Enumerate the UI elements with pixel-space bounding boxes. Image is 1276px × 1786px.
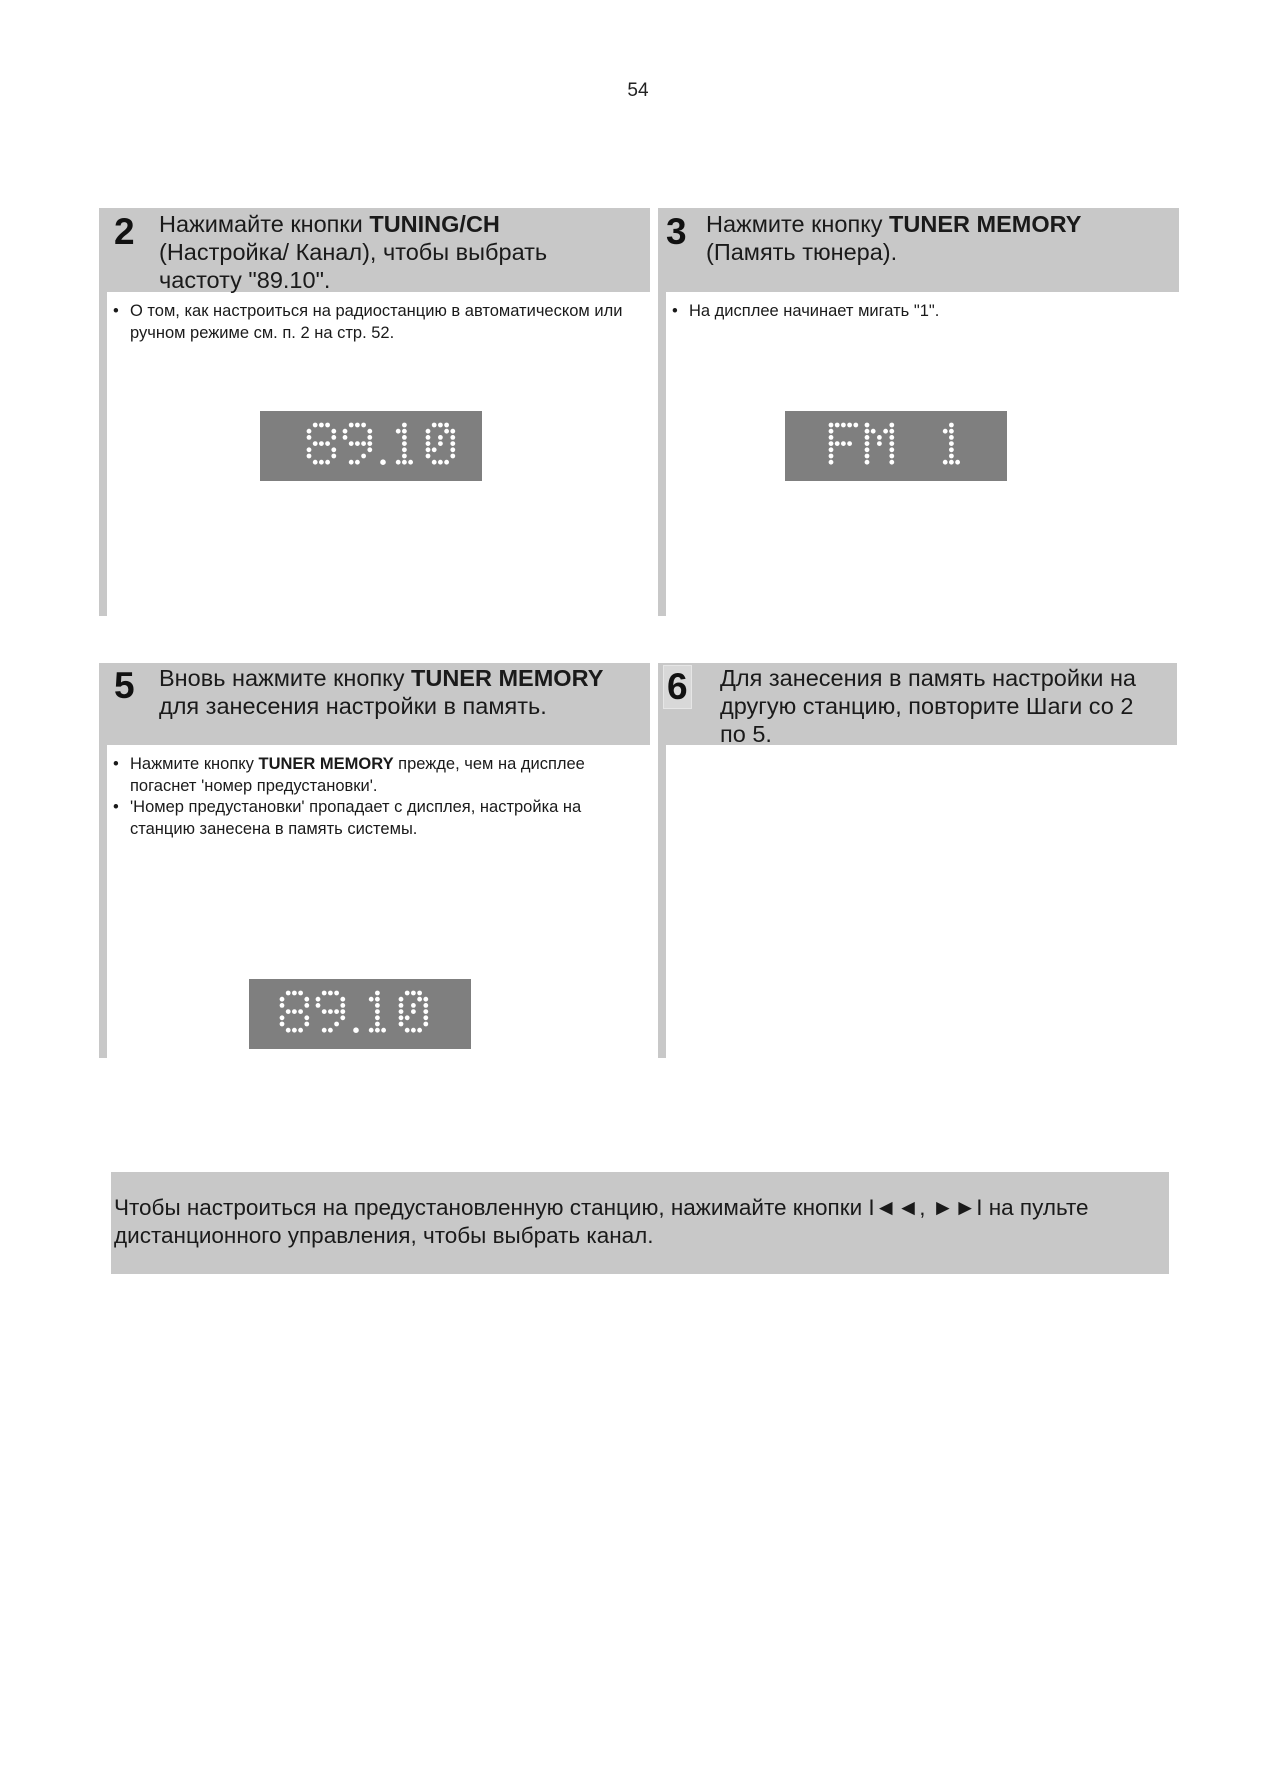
lcd-dot xyxy=(361,423,366,428)
lcd-dot xyxy=(949,460,954,465)
lcd-dot xyxy=(396,460,401,465)
lcd-dot xyxy=(402,460,407,465)
lcd-dot xyxy=(319,460,324,465)
lcd-dot xyxy=(841,441,846,446)
lcd-dot xyxy=(307,435,312,440)
panel-left-bar xyxy=(99,745,107,1058)
lcd-dots xyxy=(249,979,471,1049)
lcd-dot xyxy=(340,997,345,1002)
step-number: 2 xyxy=(114,211,135,252)
panel-left-bar xyxy=(658,745,666,1058)
lcd-dot xyxy=(361,441,366,446)
text-run: Нажимайте кнопки xyxy=(159,211,370,237)
lcd-dot xyxy=(355,423,360,428)
panel-left-bar xyxy=(658,292,666,616)
lcd-dot xyxy=(417,991,422,996)
lcd-dot xyxy=(319,441,324,446)
lcd-dot xyxy=(280,1015,285,1020)
lcd-dot xyxy=(399,1015,404,1020)
lcd-dot xyxy=(331,435,336,440)
lcd-dot xyxy=(835,441,840,446)
lcd-dot xyxy=(286,1028,291,1033)
lcd-dot xyxy=(325,460,330,465)
lcd-dot xyxy=(367,447,372,452)
lcd-dot xyxy=(423,1015,428,1020)
panel-left-bar xyxy=(99,292,107,616)
lcd-dot xyxy=(949,423,954,428)
bold-run: TUNER MEMORY xyxy=(411,665,604,691)
step-5-panel xyxy=(99,663,650,1058)
lcd-dot xyxy=(865,454,870,459)
lcd-dot xyxy=(375,1003,380,1008)
lcd-dot xyxy=(829,447,834,452)
lcd-dot xyxy=(399,1009,404,1014)
lcd-dot xyxy=(835,423,840,428)
lcd-dot xyxy=(369,997,374,1002)
lcd-dot xyxy=(889,441,894,446)
text-run: (Память тюнера). xyxy=(706,239,898,265)
lcd-dot xyxy=(298,1028,303,1033)
lcd-dot xyxy=(405,1028,410,1033)
step-3-panel xyxy=(658,208,1179,616)
lcd-dot xyxy=(432,423,437,428)
lcd-dot xyxy=(349,460,354,465)
text-run: Нажмите кнопку xyxy=(130,755,259,773)
lcd-dot xyxy=(402,454,407,459)
step-title xyxy=(159,664,639,720)
lcd-dot xyxy=(949,454,954,459)
lcd-dot xyxy=(865,423,870,428)
lcd-dot xyxy=(883,429,888,434)
lcd-dot xyxy=(307,454,312,459)
lcd-dot xyxy=(444,423,449,428)
lcd-dot xyxy=(949,447,954,452)
lcd-dot xyxy=(340,1009,345,1014)
lcd-dot xyxy=(298,1009,303,1014)
lcd-dot xyxy=(292,1009,297,1014)
lcd-dot xyxy=(889,423,894,428)
lcd-dot xyxy=(405,991,410,996)
lcd-dot xyxy=(408,460,413,465)
text-run: Нажмите кнопку xyxy=(706,211,890,237)
lcd-dot xyxy=(340,1003,345,1008)
lcd-dot xyxy=(307,429,312,434)
lcd-dot xyxy=(426,441,431,446)
step-number: 3 xyxy=(666,211,687,252)
lcd-dot xyxy=(399,997,404,1002)
lcd-dot xyxy=(829,429,834,434)
lcd-dot xyxy=(438,423,443,428)
lcd-dot xyxy=(426,447,431,452)
step-2-panel xyxy=(99,208,650,616)
lcd-dot xyxy=(375,1015,380,1020)
lcd-dot xyxy=(396,429,401,434)
lcd-dot xyxy=(322,991,327,996)
lcd-dot xyxy=(369,1028,374,1033)
lcd-dot xyxy=(402,429,407,434)
lcd-dot xyxy=(304,1022,309,1027)
lcd-dot xyxy=(316,997,321,1002)
lcd-dot xyxy=(444,429,449,434)
lcd-dot xyxy=(877,435,882,440)
bullet-item xyxy=(670,301,1170,323)
lcd-dot xyxy=(334,1022,339,1027)
lcd-display xyxy=(249,979,471,1049)
lcd-dot xyxy=(319,423,324,428)
lcd-dot xyxy=(417,1028,422,1033)
lcd-dot xyxy=(949,435,954,440)
lcd-dot xyxy=(375,1028,380,1033)
lcd-dot xyxy=(411,1009,416,1014)
tip-text: Чтобы настроиться на предустановленную станцию, нажимайте кнопки I◄◄, ►►I на пульте дистанционного управления, чтобы выбрать канал. xyxy=(114,1195,1089,1248)
lcd-dot xyxy=(343,429,348,434)
lcd-dot xyxy=(367,441,372,446)
bold-run: TUNER MEMORY xyxy=(258,755,394,773)
lcd-dot xyxy=(829,435,834,440)
lcd-dot xyxy=(943,460,948,465)
lcd-dot xyxy=(829,460,834,465)
lcd-dots xyxy=(785,411,1007,481)
lcd-dot xyxy=(399,1022,404,1027)
lcd-dot xyxy=(889,454,894,459)
lcd-dot xyxy=(325,441,330,446)
lcd-dot xyxy=(423,1003,428,1008)
lcd-dot xyxy=(331,429,336,434)
lcd-dot xyxy=(304,1003,309,1008)
lcd-dot xyxy=(367,435,372,440)
lcd-dot xyxy=(325,423,330,428)
lcd-dot xyxy=(399,1003,404,1008)
lcd-dot xyxy=(450,454,455,459)
lcd-dot xyxy=(853,423,858,428)
lcd-dot xyxy=(444,460,449,465)
lcd-dot xyxy=(340,1015,345,1020)
text-run: для занесения настройки в память. xyxy=(159,693,547,719)
lcd-dot xyxy=(426,454,431,459)
step-bullets xyxy=(670,301,1170,323)
lcd-dot xyxy=(889,435,894,440)
bullet-item xyxy=(111,797,646,840)
tip-box xyxy=(111,1172,1169,1274)
lcd-dot xyxy=(313,441,318,446)
lcd-dots xyxy=(260,411,482,481)
lcd-dot xyxy=(292,991,297,996)
lcd-dot xyxy=(411,1028,416,1033)
lcd-dot xyxy=(423,997,428,1002)
lcd-dot xyxy=(450,441,455,446)
lcd-dot xyxy=(280,997,285,1002)
lcd-dot xyxy=(298,991,303,996)
lcd-dot xyxy=(375,997,380,1002)
lcd-dot xyxy=(889,460,894,465)
lcd-dot xyxy=(280,1022,285,1027)
lcd-dot xyxy=(889,447,894,452)
lcd-dot xyxy=(829,423,834,428)
lcd-dot xyxy=(438,460,443,465)
text-run: прежде, чем на дисплее погаснет 'номер предустановки'. xyxy=(130,755,585,795)
lcd-dot xyxy=(411,991,416,996)
lcd-dot xyxy=(328,1028,333,1033)
lcd-decimal-dot xyxy=(353,1027,359,1033)
lcd-decimal-dot xyxy=(380,459,386,465)
lcd-dot xyxy=(334,991,339,996)
bold-run: TUNER MEMORY xyxy=(889,211,1082,237)
lcd-dot xyxy=(361,454,366,459)
step-title xyxy=(706,210,1166,266)
lcd-dot xyxy=(426,429,431,434)
lcd-dot xyxy=(349,441,354,446)
lcd-dot xyxy=(375,1022,380,1027)
lcd-dot xyxy=(438,441,443,446)
lcd-dot xyxy=(292,1028,297,1033)
lcd-dot xyxy=(328,991,333,996)
lcd-dot xyxy=(307,447,312,452)
lcd-dot xyxy=(889,429,894,434)
lcd-display xyxy=(260,411,482,481)
lcd-dot xyxy=(280,1003,285,1008)
step-number: 5 xyxy=(114,665,135,706)
lcd-dot xyxy=(865,460,870,465)
text-run: О том, как настроиться на радиостанцию в автоматическом или ручном режиме см. п. 2 на стр. 52. xyxy=(130,302,623,342)
lcd-dot xyxy=(322,1009,327,1014)
lcd-dot xyxy=(865,429,870,434)
lcd-dot xyxy=(943,429,948,434)
text-run: (Настройка/ Канал), чтобы выбрать частоту "89.10". xyxy=(159,239,548,293)
lcd-dot xyxy=(423,1009,428,1014)
step-title xyxy=(159,210,629,294)
lcd-dot xyxy=(328,1009,333,1014)
lcd-dot xyxy=(432,447,437,452)
lcd-dot xyxy=(438,435,443,440)
lcd-dot xyxy=(304,997,309,1002)
page-number: 54 xyxy=(627,80,649,101)
lcd-dot xyxy=(829,441,834,446)
lcd-dot xyxy=(450,429,455,434)
lcd-dot xyxy=(331,447,336,452)
step-6-panel xyxy=(658,663,1177,1058)
lcd-dot xyxy=(375,1009,380,1014)
lcd-dot xyxy=(331,454,336,459)
lcd-dot xyxy=(402,441,407,446)
lcd-dot xyxy=(322,1028,327,1033)
step-bullets xyxy=(111,754,646,840)
lcd-dot xyxy=(450,447,455,452)
lcd-dot xyxy=(355,441,360,446)
lcd-dot xyxy=(865,441,870,446)
lcd-dot xyxy=(829,454,834,459)
lcd-dot xyxy=(871,429,876,434)
lcd-dot xyxy=(877,441,882,446)
text-run: Для занесения в память настройки на другую станцию, повторите Шаги со 2 по 5. xyxy=(720,665,1136,747)
lcd-dot xyxy=(411,1003,416,1008)
lcd-dot xyxy=(417,997,422,1002)
lcd-dot xyxy=(865,435,870,440)
lcd-dot xyxy=(375,991,380,996)
lcd-dot xyxy=(405,1015,410,1020)
step-bullets xyxy=(111,301,646,344)
lcd-dot xyxy=(316,1003,321,1008)
lcd-dot xyxy=(865,447,870,452)
lcd-dot xyxy=(847,441,852,446)
lcd-dot xyxy=(349,423,354,428)
lcd-dot xyxy=(423,1022,428,1027)
lcd-dot xyxy=(426,435,431,440)
lcd-dot xyxy=(313,423,318,428)
lcd-dot xyxy=(949,441,954,446)
lcd-dot xyxy=(955,460,960,465)
step-number: 6 xyxy=(663,665,692,709)
bold-run: TUNING/CH xyxy=(369,211,500,237)
step-title xyxy=(720,664,1160,748)
lcd-dot xyxy=(355,460,360,465)
lcd-dot xyxy=(841,423,846,428)
lcd-display xyxy=(785,411,1007,481)
lcd-dot xyxy=(381,1028,386,1033)
lcd-dot xyxy=(304,1015,309,1020)
lcd-dot xyxy=(402,423,407,428)
text-run: Вновь нажмите кнопку xyxy=(159,665,412,691)
lcd-dot xyxy=(847,423,852,428)
bullet-item xyxy=(111,301,646,344)
lcd-dot xyxy=(286,991,291,996)
lcd-dot xyxy=(450,435,455,440)
text-run: На дисплее начинает мигать "1". xyxy=(689,302,940,320)
lcd-dot xyxy=(402,435,407,440)
lcd-dot xyxy=(343,435,348,440)
bullet-item xyxy=(111,754,646,797)
text-run: 'Номер предустановки' пропадает с дисплея, настройка на станцию занесена в память системы. xyxy=(130,798,582,838)
lcd-dot xyxy=(313,460,318,465)
lcd-dot xyxy=(286,1009,291,1014)
lcd-dot xyxy=(367,429,372,434)
lcd-dot xyxy=(402,447,407,452)
lcd-dot xyxy=(334,1009,339,1014)
lcd-dot xyxy=(432,460,437,465)
lcd-dot xyxy=(949,429,954,434)
